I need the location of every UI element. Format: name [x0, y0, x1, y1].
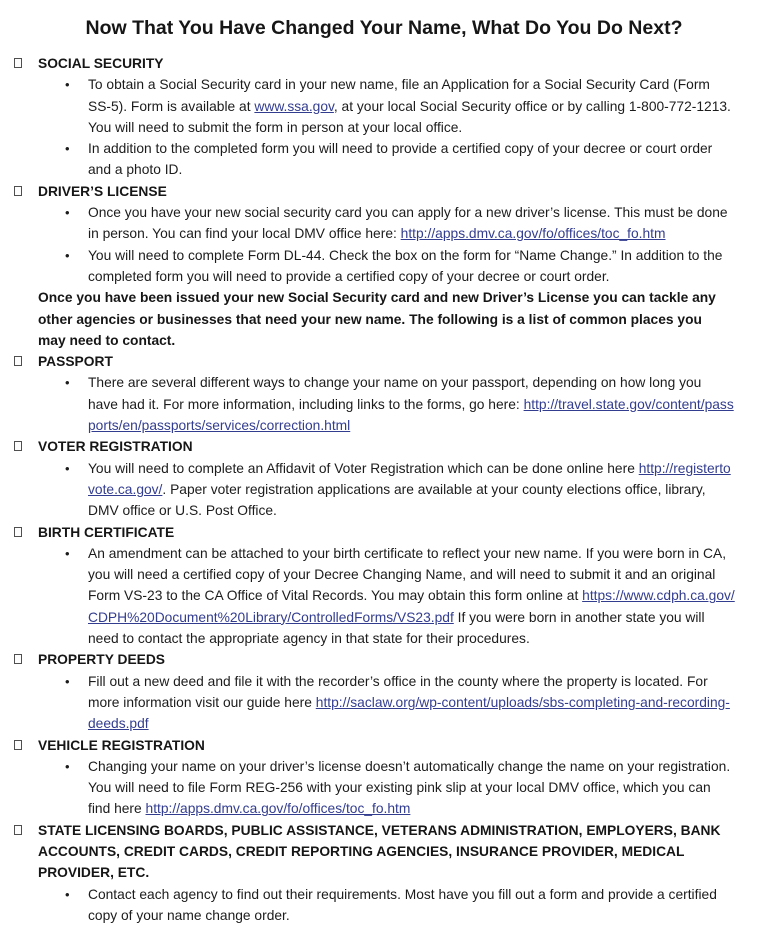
section-title-text: VEHICLE REGISTRATION [38, 737, 205, 753]
page-title: Now That You Have Changed Your Name, What Do You Do Next? [85, 17, 683, 39]
section-heading [0, 436, 768, 457]
hyperlink[interactable]: https://www.cdph.ca.gov/CDPH%20Document%20Library/ControlledForms/VS23.pdf [88, 588, 735, 625]
document-body [0, 53, 768, 926]
body-text: An amendment can be attached to your birth certificate to reflect your new name. If you were born in CA, you will need a certified copy of your Decree Changing Name, and will need to submit it and an original Form VS-23 to the CA Office of Vital Records. You may obtain this form online at [88, 545, 727, 604]
section-title-text: DRIVER’S LICENSE [38, 183, 167, 199]
bullet-icon: • [65, 460, 70, 476]
bullet-icon: • [65, 758, 70, 774]
section-heading [0, 522, 768, 543]
section-title-text: PROPERTY DEEDS [38, 652, 166, 668]
bullet-icon: • [65, 247, 70, 263]
bold-note: Once you have been issued your new Social Security card and new Driver’s License you can tackle any other agencies or businesses that need your new name. The following is a list of common places you may need to contact. [38, 290, 716, 348]
bullet-item [65, 138, 735, 181]
section-heading [0, 820, 768, 884]
checkbox-icon [14, 186, 22, 196]
body-text: Once you have your new social security card you can apply for a new driver’s license. This must be done in person. You can find your local DMV office here: [88, 205, 728, 242]
section-heading [0, 351, 768, 372]
body-text: If you were born in another state you will need to contact the appropriate agency in that state for their procedures. [88, 609, 705, 647]
bullet-icon: • [65, 886, 70, 902]
body-text: You will need to complete an Affidavit of Voter Registration which can be done online here [88, 460, 639, 476]
bullet-icon: • [65, 141, 70, 157]
body-text: You will need to complete Form DL-44. Check the box on the form for “Name Change.” In addition to the completed form you will need to provide a certified copy of your decree or court order. [88, 247, 723, 284]
section-title-text: BIRTH CERTIFICATE [38, 524, 175, 540]
bullet-item [65, 543, 735, 649]
bullet-item [65, 245, 735, 288]
checkbox-icon [14, 740, 22, 750]
checkbox-icon [14, 356, 22, 366]
section-title-text: VOTER REGISTRATION [38, 439, 193, 455]
body-text: To obtain a Social Security card in your new name, file an Application for a Social Security Card (Form SS-5). Form is available at [88, 77, 710, 114]
hyperlink[interactable]: http://saclaw.org/wp-content/uploads/sbs-completing-and-recording-deeds.pdf [88, 694, 730, 732]
checkbox-icon [14, 825, 22, 835]
hyperlink[interactable]: http://registertovote.ca.gov/ [88, 460, 731, 497]
checkbox-icon [14, 58, 22, 68]
hyperlink[interactable]: http://travel.state.gov/content/passports/en/passports/services/correction.html [88, 396, 734, 434]
bullet-item [65, 458, 735, 522]
section-title-text: PASSPORT [38, 354, 113, 370]
section-heading [0, 181, 768, 202]
checkbox-icon [14, 527, 22, 537]
hyperlink[interactable]: http://apps.dmv.ca.gov/fo/offices/toc_fo.htm [400, 226, 666, 242]
section-heading [0, 53, 768, 74]
bullet-icon: • [65, 205, 70, 221]
body-text: Changing your name on your driver’s license doesn’t automatically change the name on your registration. You will need to file Form REG-256 with your existing pink slip at your local DMV office, which you can find here [88, 758, 731, 817]
hyperlink[interactable]: http://apps.dmv.ca.gov/fo/offices/toc_fo.htm [145, 801, 411, 817]
body-text: , at your local Social Security office or by calling 1-800-772-1213. You will need to submit the form in person at your local office. [88, 98, 731, 135]
bullet-item [65, 202, 735, 245]
body-text: In addition to the completed form you will need to provide a certified copy of your decree or court order and a photo ID. [88, 141, 713, 178]
section-title-text: SOCIAL SECURITY [38, 56, 164, 71]
section-title-text: STATE LICENSING BOARDS, PUBLIC ASSISTANCE, VETERANS ADMINISTRATION, EMPLOYERS, BANK ACCOUNTS, CREDIT CARDS, CREDIT REPORTING AGENCIES, INSURANCE PROVIDER, MEDICAL PROVIDER, ETC. [38, 822, 721, 881]
bullet-icon: • [65, 375, 70, 391]
bullet-item [65, 756, 735, 820]
bullet-item [65, 372, 735, 436]
body-text: There are several different ways to change your name on your passport, depending on how long you have had it. For more information, including links to the forms, go here: [88, 375, 702, 412]
bullet-icon: • [65, 545, 70, 561]
section-heading [0, 649, 768, 670]
bullet-icon: • [65, 77, 70, 93]
body-text: Fill out a new deed and file it with the recorder’s office in the county where the property is located. For more information visit our guide here [88, 673, 708, 710]
checkbox-icon [14, 654, 22, 664]
bullet-item [65, 884, 735, 926]
body-text: Contact each agency to find out their requirements. Most have you fill out a form and provide a certified copy of your name change order. [88, 886, 717, 923]
bullet-item [65, 671, 735, 735]
checkbox-icon [14, 441, 22, 451]
section-heading [0, 735, 768, 756]
hyperlink[interactable]: www.ssa.gov [254, 98, 334, 114]
body-text: . Paper voter registration applications are available at your county elections office, library, DMV office or U.S. Post Office. [88, 481, 706, 519]
bullet-item [65, 74, 735, 138]
bullet-icon: • [65, 673, 70, 689]
